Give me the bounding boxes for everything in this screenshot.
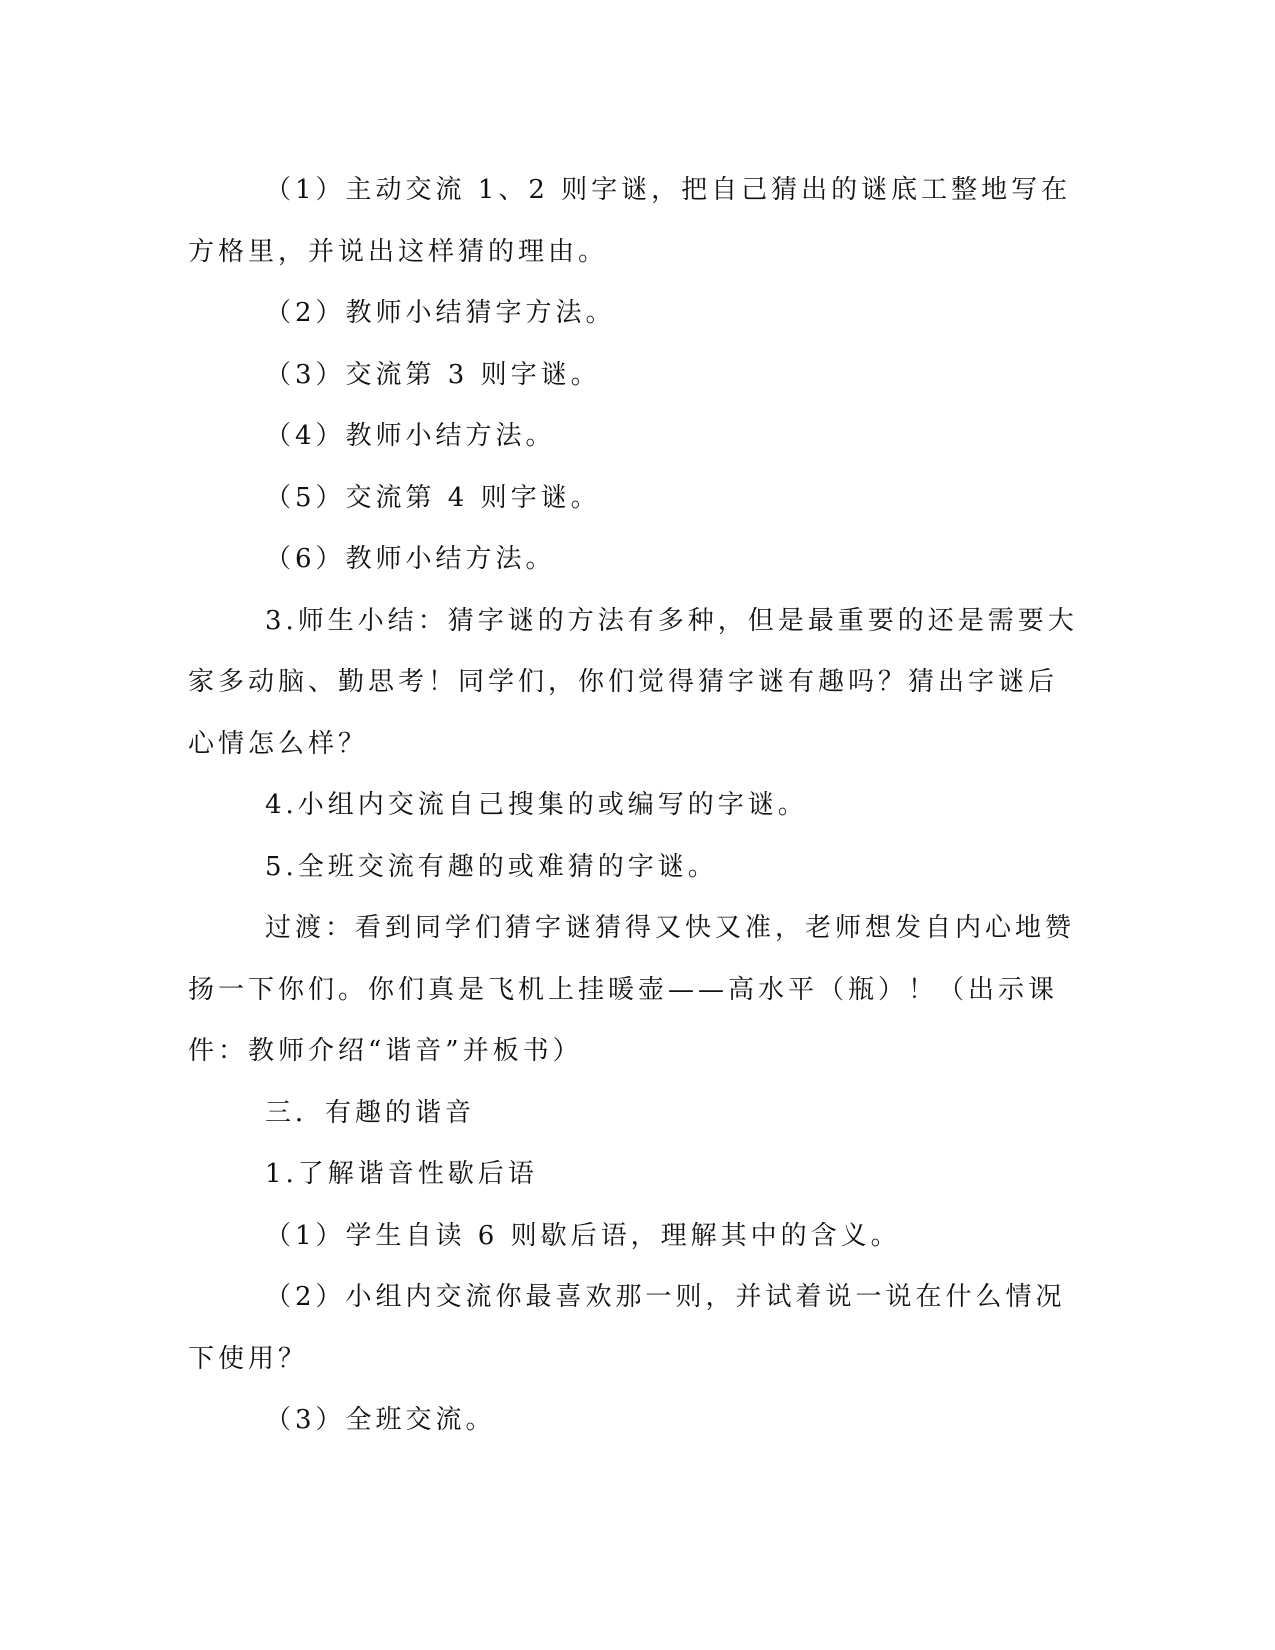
paragraph-5: （5）交流第 4 则字谜。 <box>265 482 601 513</box>
paragraph-transition: 过渡：看到同学们猜字谜猜得又快又准，老师想发自内心地赞扬一下你们。你们真是飞机上挂暖壶——高水平（瓶）！（出示课件：教师介绍“谐音”并板书） <box>188 913 1076 1066</box>
paragraph-1: （1）主动交流 1、2 则字谜，把自己猜出的谜底工整地写在方格里，并说出这样猜的理由。 <box>188 175 1072 267</box>
paragraph-self-read: （1）学生自读 6 则歇后语，理解其中的含义。 <box>265 1220 901 1251</box>
paragraph-group-discuss: （2）小组内交流你最喜欢那一则，并试着说一说在什么情况下使用？ <box>188 1282 1066 1374</box>
paragraph-class-exchange: 5.全班交流有趣的或难猜的字谜。 <box>265 851 718 882</box>
paragraph-4: （4）教师小结方法。 <box>265 421 556 451</box>
paragraph-summary: 3.师生小结：猜字谜的方法有多种，但是最重要的还是需要大家多动脑、勤思考！同学们，你们觉得猜字谜有趣吗？猜出字谜后心情怎么样？ <box>188 605 1078 759</box>
subsection-heading: 1.了解谐音性歇后语 <box>265 1159 538 1189</box>
paragraph-whole-class: （3）全班交流。 <box>265 1405 496 1435</box>
section-heading: 三．有趣的谐音 <box>265 1097 476 1128</box>
paragraph-3: （3）交流第 3 则字谜。 <box>265 359 601 390</box>
paragraph-group-exchange: 4.小组内交流自己搜集的或编写的字谜。 <box>265 790 808 820</box>
document-body <box>188 160 1078 1452</box>
paragraph-6: （6）教师小结方法。 <box>265 544 556 574</box>
paragraph-2: （2）教师小结猜字方法。 <box>265 298 616 328</box>
